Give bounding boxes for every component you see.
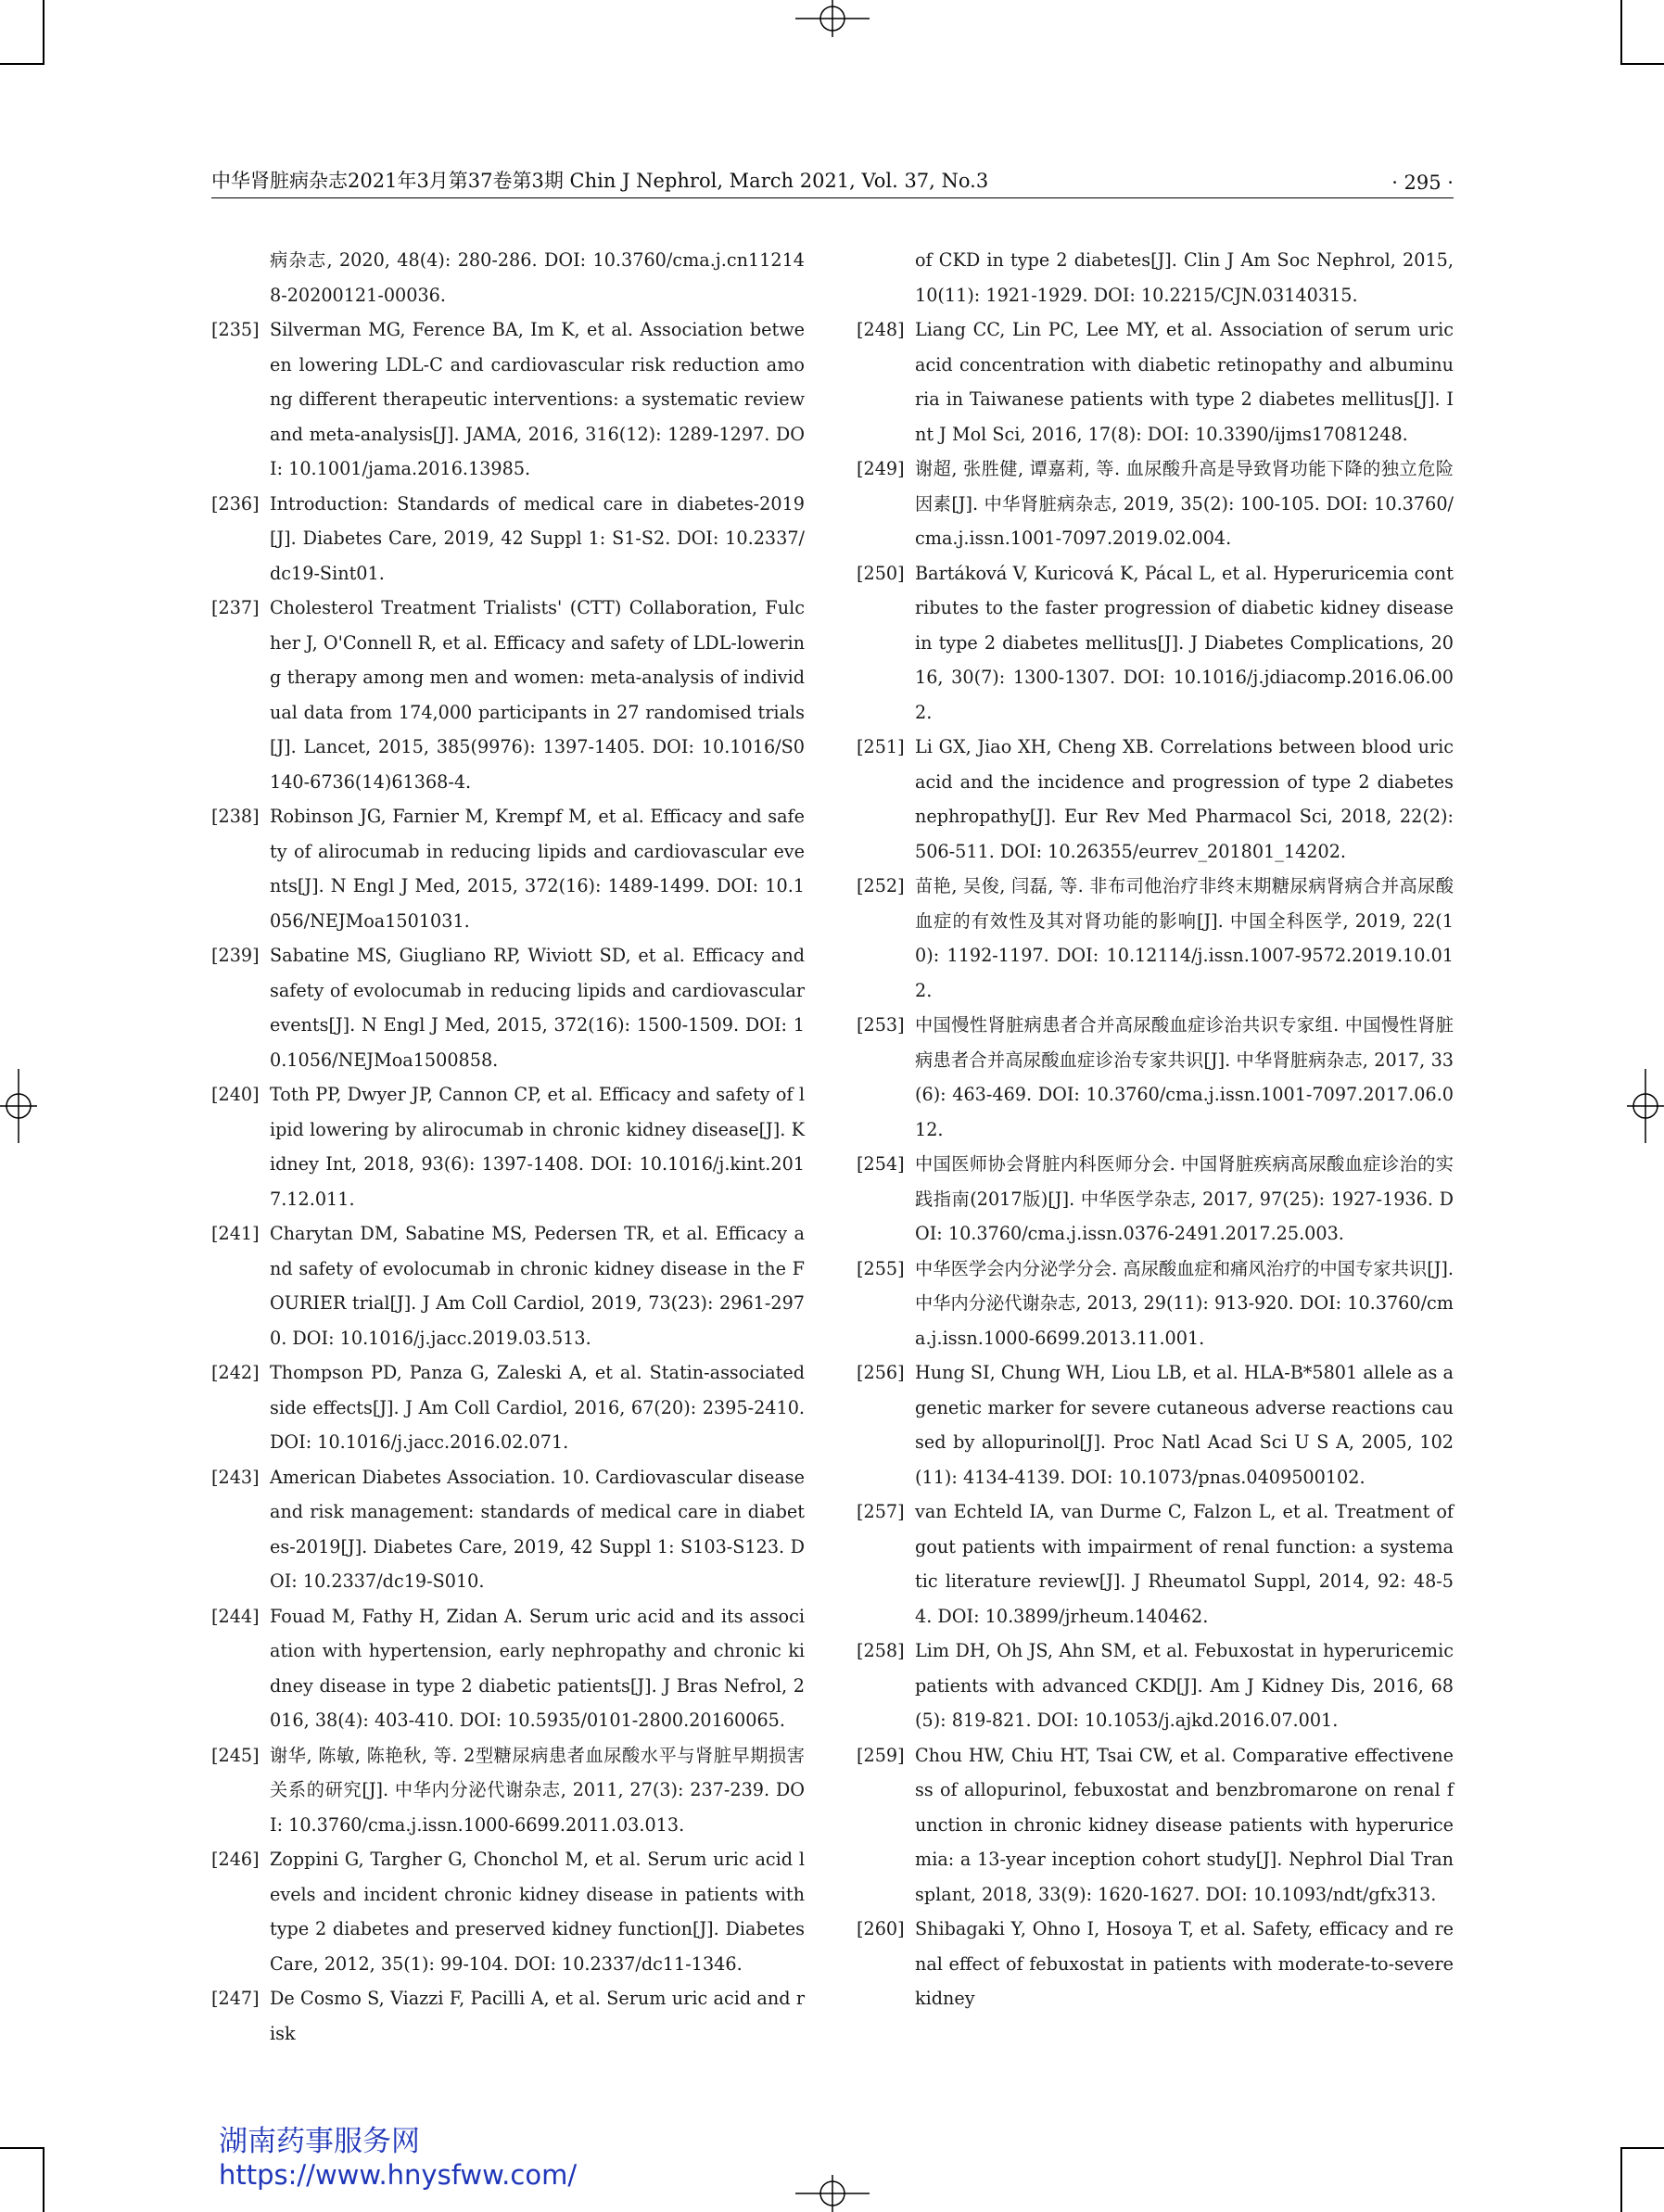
registration-mark-icon	[795, 2175, 870, 2212]
reference-number: [238]	[211, 806, 260, 827]
reference-number: [237]	[211, 597, 260, 618]
reference-number: [260]	[857, 1918, 905, 1939]
crop-mark	[1622, 2147, 1664, 2149]
reference-number: [256]	[857, 1362, 905, 1383]
reference-item	[857, 730, 1454, 869]
reference-number: [249]	[857, 458, 905, 479]
reference-text: Li GX, Jiao XH, Cheng XB. Correlations between blood uric acid and the incidence and progression of type 2 diabetes nephropathy[J]. Eur Rev Med Pharmacol Sci, 2018, 22(2): 506-511. DOI: 10.26355/eurrev_201801_14202.	[915, 736, 1454, 862]
reference-number: [240]	[211, 1084, 260, 1105]
reference-continuation: 病杂志, 2020, 48(4): 280-286. DOI: 10.3760/cma.j.cn112148-20200121-00036.	[270, 249, 805, 306]
reference-item	[211, 1216, 805, 1355]
reference-item	[857, 1738, 1454, 1913]
reference-number: [250]	[857, 562, 905, 584]
reference-item	[211, 1981, 805, 2051]
reference-item	[857, 556, 1454, 731]
reference-item	[211, 1460, 805, 1599]
reference-text: 中国慢性肾脏病患者合并高尿酸血症诊治共识专家组. 中国慢性肾脏病患者合并高尿酸血症诊治专家共识[J]. 中华肾脏病杂志, 2017, 33(6): 463-469. DOI: 10.3760/cma.j.issn.1001-7097.2017.06.012.	[915, 1014, 1454, 1140]
reference-number: [255]	[857, 1257, 905, 1279]
reference-number: [253]	[857, 1014, 905, 1036]
reference-text: Chou HW, Chiu HT, Tsai CW, et al. Comparative effectiveness of allopurinol, febuxostat and benzbromarone on renal function in chronic kidney disease patients with hyperuricemia: a 13-year inception cohort study[J]. Nephrol Dial Transplant, 2018, 33(9): 1620-1627. DOI: 10.1093/ndt/gfx313.	[915, 1744, 1454, 1905]
registration-mark-icon	[1627, 1069, 1664, 1143]
reference-text: Lim DH, Oh JS, Ahn SM, et al. Febuxostat in hyperuricemic patients with advanced CKD[J]. Am J Kidney Dis, 2016, 68(5): 819-821. DOI: 10.1053/j.ajkd.2016.07.001.	[915, 1640, 1454, 1731]
reference-number: [245]	[211, 1744, 260, 1766]
reference-item	[857, 1494, 1454, 1634]
crop-mark	[1620, 0, 1622, 65]
reference-text: Robinson JG, Farnier M, Krempf M, et al. Efficacy and safety of alirocumab in reducing lipids and cardiovascular events[J]. N Engl J Med, 2015, 372(16): 1489-1499. DOI: 10.1056/NEJMoa1501031.	[270, 806, 805, 932]
reference-number: [246]	[211, 1849, 260, 1870]
reference-text: Silverman MG, Ference BA, Im K, et al. Association between lowering LDL-C and cardiovascular risk reduction among different therapeutic interventions: a systematic review and meta-analysis[J]. JAMA, 2016, 316(12): 1289-1297. DOI: 10.1001/jama.2016.13985.	[270, 319, 805, 479]
reference-text: Liang CC, Lin PC, Lee MY, et al. Association of serum uric acid concentration with diabetic retinopathy and albuminuria in Taiwanese patients with type 2 diabetes mellitus[J]. Int J Mol Sci, 2016, 17(8): DOI: 10.3390/ijms17081248.	[915, 319, 1454, 445]
reference-item	[857, 1912, 1454, 2016]
reference-item	[211, 312, 805, 487]
reference-number: [259]	[857, 1744, 905, 1766]
reference-text: van Echteld IA, van Durme C, Falzon L, et al. Treatment of gout patients with impairment of renal function: a systematic literature review[J]. J Rheumatol Suppl, 2014, 92: 48-54. DOI: 10.3899/jrheum.140462.	[915, 1501, 1454, 1627]
reference-number: [241]	[211, 1223, 260, 1244]
reference-item	[211, 938, 805, 1077]
reference-number: [257]	[857, 1501, 905, 1522]
reference-text: Hung SI, Chung WH, Liou LB, et al. HLA-B*5801 allele as a genetic marker for severe cutaneous adverse reactions caused by allopurinol[J]. Proc Natl Acad Sci U S A, 2005, 102(11): 4134-4139. DOI: 10.1073/pnas.0409500102.	[915, 1362, 1454, 1488]
reference-item	[211, 487, 805, 591]
reference-text: 苗艳, 吴俊, 闫磊, 等. 非布司他治疗非终末期糖尿病肾病合并高尿酸血症的有效性及其对肾功能的影响[J]. 中国全科医学, 2019, 22(10): 1192-1197. DOI: 10.12114/j.issn.1007-9572.2019.10.012.	[915, 875, 1454, 1001]
crop-mark	[0, 2147, 43, 2149]
reference-item	[857, 869, 1454, 1008]
reference-text: 谢超, 张胜健, 谭嘉莉, 等. 血尿酸升高是导致肾功能下降的独立危险因素[J]. 中华肾脏病杂志, 2019, 35(2): 100-105. DOI: 10.3760/cma.j.issn.1001-7097.2019.02.004.	[915, 458, 1454, 549]
reference-text: Cholesterol Treatment Trialists' (CTT) Collaboration, Fulcher J, O'Connell R, et al. Efficacy and safety of LDL-lowering therapy among men and women: meta-analysis of individual data from 174,000 participants in 27 randomised trials[J]. Lancet, 2015, 385(9976): 1397-1405. DOI: 10.1016/S0140-6736(14)61368-4.	[270, 597, 805, 793]
reference-number: [258]	[857, 1640, 905, 1661]
watermark-url[interactable]: https://www.hnysfww.com/	[219, 2159, 578, 2191]
registration-mark-icon	[795, 0, 870, 37]
reference-item	[857, 451, 1454, 556]
watermark	[219, 2125, 577, 2192]
journal-citation: 中华肾脏病杂志2021年3月第37卷第3期 Chin J Nephrol, March 2021, Vol. 37, No.3	[211, 170, 989, 192]
reference-number: [235]	[211, 319, 260, 340]
reference-text: Zoppini G, Targher G, Chonchol M, et al. Serum uric acid levels and incident chronic kidney disease in patients with type 2 diabetes and preserved kidney function[J]. Diabetes Care, 2012, 35(1): 99-104. DOI: 10.2337/dc11-1346.	[270, 1849, 805, 1975]
reference-text: 谢华, 陈敏, 陈艳秋, 等. 2型糖尿病患者血尿酸水平与肾脏早期损害关系的研究[J]. 中华内分泌代谢杂志, 2011, 27(3): 237-239. DOI: 10.3760/cma.j.issn.1000-6699.2011.03.013.	[270, 1744, 805, 1836]
reference-item	[211, 1842, 805, 1981]
reference-item	[211, 1738, 805, 1843]
reference-list	[857, 312, 1454, 2016]
reference-number: [248]	[857, 319, 905, 340]
reference-text: 中国医师协会肾脏内科医师分会. 中国肾脏疾病高尿酸血症诊治的实践指南(2017版)[J]. 中华医学杂志, 2017, 97(25): 1927-1936. DOI: 10.3760/cma.j.issn.0376-2491.2017.25.003.	[915, 1153, 1454, 1244]
registration-mark-icon	[0, 1069, 37, 1143]
watermark-name: 湖南药事服务网	[219, 2125, 420, 2158]
crop-mark	[0, 63, 43, 65]
reference-item	[857, 312, 1454, 451]
reference-text: American Diabetes Association. 10. Cardiovascular disease and risk management: standards of medical care in diabetes-2019[J]. Diabetes Care, 2019, 42 Suppl 1: S103-S123. DOI: 10.2337/dc19-S010.	[270, 1466, 805, 1592]
page-number: · 295 ·	[1391, 172, 1454, 194]
reference-item	[857, 1147, 1454, 1252]
reference-item	[211, 591, 805, 799]
reference-text: Charytan DM, Sabatine MS, Pedersen TR, et al. Efficacy and safety of evolocumab in chronic kidney disease in the FOURIER trial[J]. J Am Coll Cardiol, 2019, 73(23): 2961-2970. DOI: 10.1016/j.jacc.2019.03.513.	[270, 1223, 805, 1349]
reference-item	[211, 799, 805, 938]
crop-mark	[43, 0, 44, 65]
reference-number: [236]	[211, 492, 260, 515]
reference-text: Bartáková V, Kuricová K, Pácal L, et al. Hyperuricemia contributes to the faster progression of diabetic kidney disease in type 2 diabetes mellitus[J]. J Diabetes Complications, 2016, 30(7): 1300-1307. DOI: 10.1016/j.jdiacomp.2016.06.002.	[915, 562, 1454, 723]
reference-text: Fouad M, Fathy H, Zidan A. Serum uric acid and its association with hypertension, early nephropathy and chronic kidney disease in type 2 diabetic patients[J]. J Bras Nefrol, 2016, 38(4): 403-410. DOI: 10.5935/0101-2800.20160065.	[270, 1605, 805, 1731]
reference-number: [251]	[857, 736, 905, 757]
reference-item	[211, 1077, 805, 1216]
reference-text: Sabatine MS, Giugliano RP, Wiviott SD, et al. Efficacy and safety of evolocumab in reducing lipids and cardiovascular events[J]. N Engl J Med, 2015, 372(16): 1500-1509. DOI: 10.1056/NEJMoa1500858.	[270, 945, 805, 1071]
reference-item	[857, 1355, 1454, 1494]
reference-number: [254]	[857, 1153, 905, 1175]
left-column	[211, 243, 805, 2051]
reference-text: Shibagaki Y, Ohno I, Hosoya T, et al. Safety, efficacy and renal effect of febuxostat in patients with moderate-to-severe kidney	[915, 1918, 1454, 2009]
crop-mark	[1620, 2147, 1622, 2212]
reference-item	[211, 1599, 805, 1738]
reference-text: 中华医学会内分泌学分会. 高尿酸血症和痛风治疗的中国专家共识[J]. 中华内分泌代谢杂志, 2013, 29(11): 913-920. DOI: 10.3760/cma.j.issn.1000-6699.2013.11.001.	[915, 1257, 1454, 1349]
reference-item	[857, 1252, 1454, 1356]
reference-number: [252]	[857, 875, 905, 896]
reference-item	[857, 1008, 1454, 1147]
reference-number: [242]	[211, 1362, 260, 1383]
reference-list	[211, 312, 805, 2051]
reference-number: [244]	[211, 1605, 260, 1627]
reference-text: Toth PP, Dwyer JP, Cannon CP, et al. Efficacy and safety of lipid lowering by alirocumab in chronic kidney disease[J]. Kidney Int, 2018, 93(6): 1397-1408. DOI: 10.1016/j.kint.2017.12.011.	[270, 1084, 805, 1210]
reference-number: [243]	[211, 1466, 260, 1488]
right-column	[857, 243, 1454, 2016]
running-header	[211, 170, 1454, 198]
reference-item	[211, 1355, 805, 1460]
crop-mark	[1622, 63, 1664, 65]
reference-item	[857, 1634, 1454, 1738]
reference-number: [247]	[211, 1988, 260, 2009]
reference-text: Introduction: Standards of medical care in diabetes-2019[J]. Diabetes Care, 2019, 42 Suppl 1: S1-S2. DOI: 10.2337/dc19-Sint01.	[270, 492, 805, 584]
reference-text: Thompson PD, Panza G, Zaleski A, et al. Statin-associated side effects[J]. J Am Coll Cardiol, 2016, 67(20): 2395-2410. DOI: 10.1016/j.jacc.2016.02.071.	[270, 1362, 805, 1453]
reference-text: De Cosmo S, Viazzi F, Pacilli A, et al. Serum uric acid and risk	[270, 1988, 805, 2044]
reference-number: [239]	[211, 945, 260, 966]
reference-continuation: of CKD in type 2 diabetes[J]. Clin J Am Soc Nephrol, 2015, 10(11): 1921-1929. DOI: 10.2215/CJN.03140315.	[915, 249, 1454, 306]
crop-mark	[43, 2147, 44, 2212]
